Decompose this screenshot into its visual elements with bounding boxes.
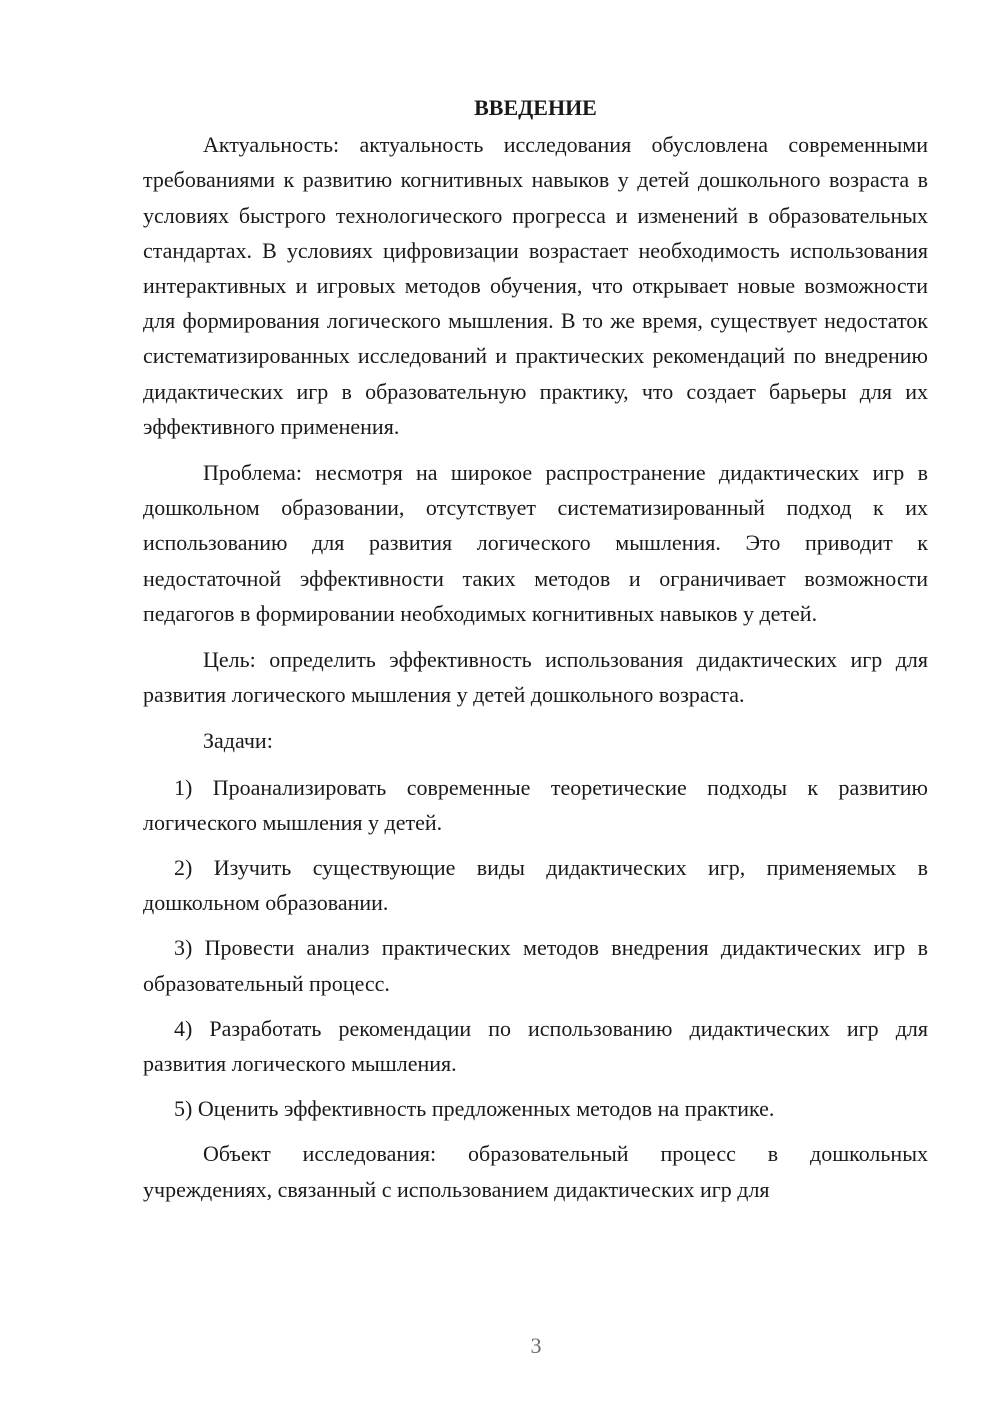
task-item-5: 5) Оценить эффективность предложенных методов на практике. bbox=[174, 1096, 775, 1122]
page-number: 3 bbox=[530, 1333, 542, 1358]
paragraph-goal: Цель: определить эффективность использования дидактических игр для развития логического мышления у детей дошкольного возраста. bbox=[143, 647, 928, 708]
tasks-heading: Задачи: bbox=[203, 728, 273, 754]
section-title: ВВЕДЕНИЕ bbox=[474, 95, 597, 120]
paragraph-object: Объект исследования: образовательный процесс в дошкольных учреждениях, связанный с использованием дидактических игр для bbox=[143, 1141, 928, 1202]
paragraph-problem: Проблема: несмотря на широкое распространение дидактических игр в дошкольном образовании, отсутствует систематизированный подход к их использованию для развития логического мышления. Это приводит к недостаточной эффективности таких методов и ограничивает возможности педагогов в формировании необходимых когнитивных навыков у детей. bbox=[143, 460, 928, 626]
document-page bbox=[143, 90, 928, 1218]
task-item-2: 2) Изучить существующие виды дидактических игр, применяемых в дошкольном образовании. bbox=[143, 855, 928, 916]
tasks-list bbox=[143, 770, 928, 1127]
task-item-3: 3) Провести анализ практических методов внедрения дидактических игр в образовательный процесс. bbox=[143, 935, 928, 996]
task-item-4: 4) Разработать рекомендации по использованию дидактических игр для развития логического мышления. bbox=[143, 1015, 928, 1077]
task-item-1: 1) Проанализировать современные теоретические подходы к развитию логического мышления у детей. bbox=[143, 774, 928, 835]
paragraph-actuality: Актуальность: актуальность исследования обусловлена современными требованиями к развитию когнитивных навыков у детей дошкольного возраста в условиях быстрого технологического прогресса и изменений в образовательных стандартах. В условиях цифровизации возрастает необходимость использования интерактивных и игровых методов обучения, что открывает новые возможности для формирования логического мышления. В то же время, существует недостаток систематизированных исследований и практических рекомендаций по внедрению дидактических игр в образовательную практику, что создает барьеры для их эффективного применения. bbox=[143, 132, 928, 439]
